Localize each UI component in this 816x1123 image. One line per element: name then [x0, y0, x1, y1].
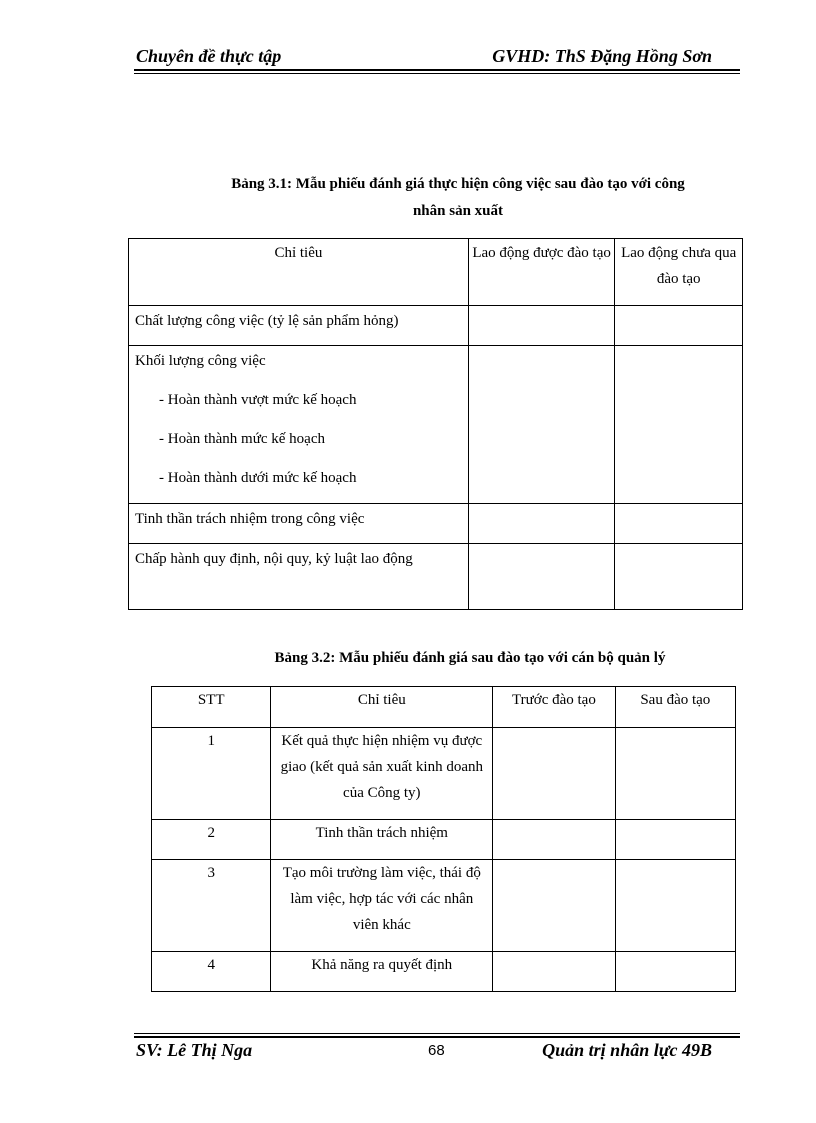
col-untrained: Lao động chưa qua đào tạo [615, 239, 743, 306]
cell-empty [468, 544, 615, 610]
table1-caption-line2: nhân sản xuất [412, 203, 504, 219]
table1-caption-line1: Bảng 3.1: Mẫu phiếu đánh giá thực hiện công việc sau đào tạo với công [231, 176, 685, 192]
footer-student: SV: Lê Thị Nga [136, 1040, 253, 1060]
col-after: Sau đào tạo [615, 687, 735, 728]
col-before: Trước đào tạo [493, 687, 615, 728]
cell-empty [615, 544, 743, 610]
volume-sub-below: - Hoàn thành dưới mức kế hoạch [159, 470, 357, 486]
page-header [134, 46, 740, 68]
volume-sub-exceed: - Hoàn thành vượt mức kế hoạch [159, 392, 357, 408]
header-topic: Chuyên đề thực tập [136, 46, 282, 66]
row-stt: 2 [152, 820, 271, 860]
row-stt: 1 [152, 728, 271, 820]
cell-empty [493, 728, 615, 820]
table-row [129, 544, 743, 610]
table-row [129, 504, 743, 544]
cell-empty [615, 728, 735, 820]
table-row [152, 952, 736, 992]
cell-empty [615, 346, 743, 504]
volume-label: Khối lượng công việc [135, 353, 266, 369]
header-rule [134, 69, 740, 71]
manager-evaluation-table [151, 686, 736, 992]
cell-empty [493, 860, 615, 952]
cell-empty [615, 860, 735, 952]
footer-rule-thin [134, 1033, 740, 1034]
cell-empty [493, 952, 615, 992]
table-row [129, 346, 743, 504]
table-header-row [152, 687, 736, 728]
table-row [152, 820, 736, 860]
header-advisor: GVHD: ThS Đặng Hồng Sơn [492, 46, 712, 66]
row-criterion: Tạo môi trường làm việc, thái độ làm việc, hợp tác với các nhân viên khác [271, 860, 493, 952]
page-number: 68 [428, 1042, 445, 1059]
row-volume [129, 346, 469, 504]
footer-rule [134, 1036, 740, 1038]
row-criterion: Tinh thần trách nhiệm [271, 820, 493, 860]
volume-sub-meet: - Hoàn thành mức kế hoạch [159, 431, 325, 447]
table-header-row [129, 239, 743, 306]
row-criterion: Kết quả thực hiện nhiệm vụ được giao (kết quả sản xuất kinh doanh của Công ty) [271, 728, 493, 820]
cell-empty [468, 306, 615, 346]
header-rule-thin [134, 73, 740, 74]
cell-empty [615, 306, 743, 346]
table2-caption: Bảng 3.2: Mẫu phiếu đánh giá sau đào tạo với cán bộ quản lý [274, 650, 666, 666]
row-stt: 4 [152, 952, 271, 992]
table1-caption [150, 171, 766, 225]
worker-evaluation-table [128, 238, 743, 610]
row-discipline: Chấp hành quy định, nội quy, kỷ luật lao động [129, 544, 469, 610]
cell-empty [615, 952, 735, 992]
row-stt: 3 [152, 860, 271, 952]
row-quality: Chất lượng công việc (tỷ lệ sản phẩm hỏng) [129, 306, 469, 346]
cell-empty [468, 346, 615, 504]
col-trained: Lao động được đào tạo [468, 239, 615, 306]
cell-empty [615, 504, 743, 544]
row-criterion: Khả năng ra quyết định [271, 952, 493, 992]
table-row [152, 728, 736, 820]
cell-empty [468, 504, 615, 544]
col-stt: STT [152, 687, 271, 728]
col-criterion: Chỉ tiêu [271, 687, 493, 728]
table-row [152, 860, 736, 952]
row-responsibility: Tinh thần trách nhiệm trong công việc [129, 504, 469, 544]
table-row [129, 306, 743, 346]
footer-class: Quản trị nhân lực 49B [542, 1040, 712, 1060]
col-criterion: Chỉ tiêu [129, 239, 469, 306]
cell-empty [615, 820, 735, 860]
page-footer [134, 1040, 740, 1064]
cell-empty [493, 820, 615, 860]
